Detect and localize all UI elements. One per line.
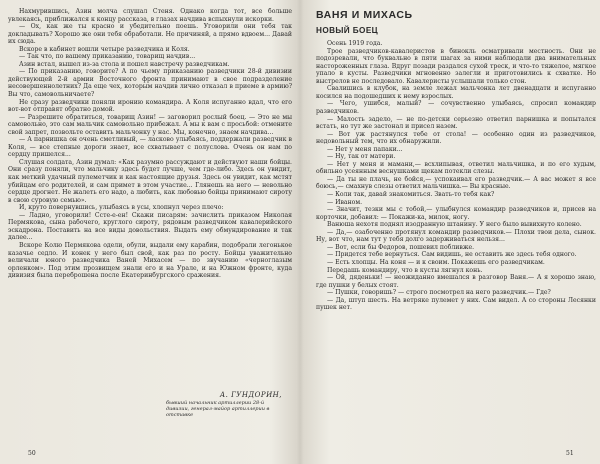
paragraph: И, круто повернувшись, улыбаясь в усы, хлопнул через плечо: bbox=[19, 204, 224, 212]
paragraph: Ванюша нехотя поднял изодранную штанину. У него было вывихнуто колено. bbox=[327, 221, 582, 229]
paragraph: — Так что, по вашему приказанию, товарищ начдив... bbox=[19, 53, 196, 61]
paragraph: — Значит, тезки мы с тобой,— улыбнулся командир разведчиков и, присев на корточки, добавил: — Покажи-ка, милок, ногу. bbox=[316, 206, 596, 221]
paragraph: — Ой, дяденьки! — неожиданно вмешался в разговор Ваня.— А я хорошо знаю, где пушки у белых стоят. bbox=[316, 274, 596, 289]
paragraph: — Малость задело, — не по-детски серьезно ответил парнишка и попытался встать, но тут же застонал и присел назем. bbox=[316, 115, 596, 131]
page-number-left: 50 bbox=[28, 450, 36, 457]
left-page bbox=[8, 8, 292, 454]
section-title: НОВЫЙ БОЕЦ bbox=[316, 25, 379, 35]
paragraph: — Ну, так от матери. bbox=[327, 153, 396, 161]
paragraph: Трое разведчиков-кавалеристов в бинокль осматривали местность. Они не подозревали, что буквально в пяти шагах за ними наблюдали два внимательных настороженных глаза. Вдруг позади раздался сухой треск, и что-то тяжелое, мягкое упало в кусты. Разведчики мгновенно залегли и приготовились к схватке. Но выстрелов не последовало. Кавалеристы услышали только стон. bbox=[316, 47, 596, 85]
paragraph: — По приказанию, говорите? А по чьему приказанию разведчики 28-й дивизии действующей 2-й армии Восточного фронта принимают в свое подразделение несовершеннолетних? Да еще чех, которым начдив лично отказал в приеме в армию? Вы что, самовольничаете? bbox=[8, 68, 292, 99]
paragraph: — Чего, ушибся, малый? — сочувственно улыбаясь, спросил командир разведчиков. bbox=[316, 100, 596, 116]
paragraph: Передашь командиру, что в кусты лягнул конь. bbox=[327, 266, 483, 274]
paragraph: — Разрешите обратиться, товарищ Азин! — заговорил рослый боец. — Это не мы самовольно, это сам мальчик самовольно прибежал. А мы к вам с просьбой: отмените свой запрет, позвольте оставить мальчонку у нас. Мы, конечно, знаем начдива... bbox=[8, 113, 292, 136]
chapter-title: ВАНЯ И МИХАСЬ bbox=[316, 9, 413, 21]
paragraph: — Да ты не плачь, не бойся,— успокаивал его разведчик.— А вас может я все боюсь,— смахнув слезы ответил мальчишка.— Вы красные. bbox=[316, 175, 596, 191]
paragraph: Вскоре в кабинет вошли четыре разведчика и Коля. bbox=[19, 45, 190, 53]
paragraph: Нахмурившись, Азин молча слушал Стеня. Однако когда тот, все больше увлекаясь, приближался к концу рассказа, в глазах начдива вспыхнули искорки. bbox=[8, 8, 292, 23]
paragraph: — Вот уж растянулся тебе от стола! — особенно один из разведчиков, недовольный тем, что их обнаружили. bbox=[316, 130, 596, 146]
paragraph: — Вот, если бы Федоров, пошевил побливже. bbox=[327, 243, 475, 251]
author-rank: бывший начальник артиллерии 28-й дивизии, генерал-майор артиллерии в отставке bbox=[166, 399, 270, 418]
paragraph: — Нет у меня и мамани,— всхлипывая, ответил мальчишка, и по его худым, обильно усеянным веснушками щекам потекли слезы. bbox=[316, 160, 596, 176]
paragraph: — Ладно, уговорили! Ссте-е-ен! Скажи писарям: зачислить приказом Николая Пермякова, сына рабочего, круглого сироту, рядовым разведчиком кавалерийского эскадрона. Поставить на все виды довольствия. Выдать ему обмундирование и так далее... bbox=[8, 211, 292, 242]
paragraph: Вскоре Колю Пермякова одели, обули, выдали ему карабин, подобрали легонькое казачье седло. И конек у него был свой, как раз по росту. Бойцы уважительно величали юного разведчика Ваней Михасем — по звучанию «черноглазым орленком». Под этим прозвищем знали его и на Урале, и на Южном фронте, куда дивизия была переброшена после Екатеринбургского сражения. bbox=[8, 241, 292, 280]
paragraph: Азин встал, вышел из-за стола и пошел навстречу разведчикам. bbox=[19, 60, 230, 68]
author-signature bbox=[166, 392, 288, 418]
paragraph: Свалишись в клубок, на земле лежал мальчонка лет двенадцати и испуганно косился на подошедших к нему взрослых. bbox=[316, 85, 596, 100]
author-name: А. ГУНДОРИН, bbox=[219, 391, 282, 399]
paragraph: — Ох, как же ты красно и убедительно поешь. Уговорили они тебя так докладывать? Хорошо же они тебя обработали. Не причиняй, а прямо вдвоем... Давай их сюда. bbox=[8, 23, 292, 46]
paragraph: Не сразу разведчики поняли иронию командира. А Коля испуганно вдал, что его вот-вот отправят обратно домой. bbox=[8, 98, 292, 114]
paragraph: — Нет у меня папаки... bbox=[327, 145, 403, 153]
paragraph: — Коли так, давай знакомиться. Звать-то тебя как? bbox=[327, 191, 495, 199]
paragraph: Осень 1919 года. bbox=[327, 40, 383, 48]
paragraph: — Иваном. bbox=[327, 198, 363, 206]
paragraph: — Пушки, говоришь? — строго посмотрел на него разведчик.— Где? bbox=[327, 289, 551, 297]
paragraph: — Да, штуп шесть. На ветряке пулемет у них. Сам видел. А со стороны Лесянки пушек нет. bbox=[316, 296, 596, 312]
paragraph: — А парнишка он очень сметливый, — ласково улыбаясь, поддержали разведчик в Коля, — все степные дороги знает, все схватывает с полуслова. Очень он нам по сердцу пришелся... bbox=[8, 136, 292, 159]
paragraph: — Придется тебе вернуться. Сам видишь, не оставить же здесь тебя одного. bbox=[327, 251, 577, 259]
paragraph: — Есть хлопцы. На коня — и к своим. Покажешь его разведчикам. bbox=[327, 258, 545, 266]
paragraph: — Да,— озабоченно протянул командир разведчиков.— Плохи твои дела, сынок. Ну, вот что, нам тут у тебя долго задерживаться нельзя... bbox=[316, 228, 596, 244]
right-page bbox=[316, 8, 596, 454]
paragraph: Слушая солдата, Азин думал: «Как разумно рассуждают и действуют наши бойцы. Они сразу поняли, что мальчику здесь будет лучше, чем где-либо. Здесь он увидит, как меткий удачный пулеметчик и как настоящие друзья. Здесь он увидит, как мстят убийцам его родителей, и сам примет в этом участие... Глянешь на него — невольно сердце дрогнет. Не жалеть его надо, а любить, как любовью бойцы принимают сироту в свою суровую семью». bbox=[8, 158, 292, 204]
page-number-right: 51 bbox=[566, 450, 574, 457]
